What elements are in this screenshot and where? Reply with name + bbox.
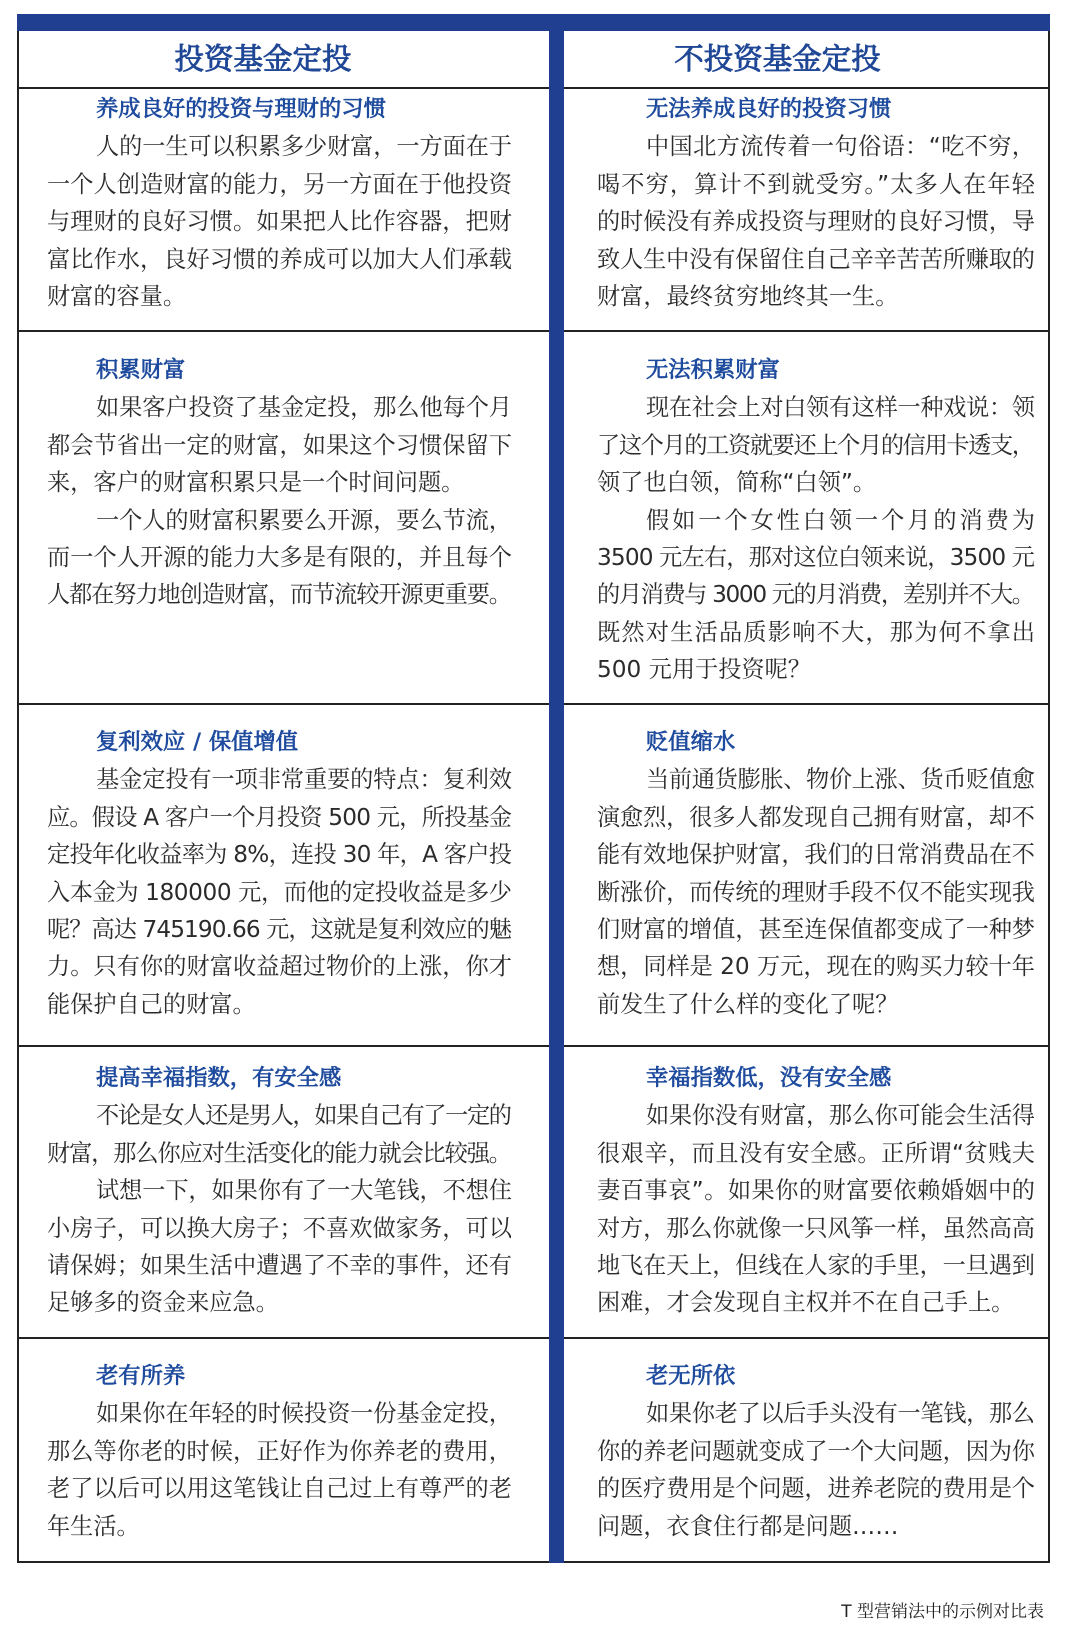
right-column-header: [564, 31, 1048, 87]
table-top-bar: [17, 14, 1050, 31]
paragraph: [597, 1395, 1035, 1545]
paragraph: [597, 128, 1035, 315]
text-line: 的医疗费用是个问题，进养老院的费用是个: [597, 1475, 1035, 1503]
text-line: 3500 元左右，那对这位白领来说，3500 元: [597, 543, 1035, 571]
table-grid: [17, 31, 1050, 1563]
text-line: 试想一下，如果你有了一大笔钱，不想住: [96, 1177, 512, 1205]
text-line: 困难，才会发现自主权并不在自己手上。: [597, 1289, 1015, 1317]
paragraph: [597, 502, 1038, 689]
text-line: 中国北方流传着一句俗语：“吃不穷，: [646, 133, 1036, 161]
paragraph: [47, 128, 512, 315]
text-line: 应。假设 A 客户一个月投资 500 元，所投基金: [47, 803, 512, 831]
text-line: 不论是女人还是男人，如果自己有了一定的: [96, 1102, 511, 1130]
left-column-header: [19, 31, 549, 87]
paragraph: [597, 761, 1035, 1023]
text-line: 喝不穷，算计不到就受穷。”太多人在年轻: [597, 170, 1037, 198]
text-line: 一个人创造财富的能力，另一方面在于他投资: [47, 170, 513, 198]
no-invest-cell: [564, 89, 1048, 330]
invest-cell: [19, 1047, 549, 1337]
paragraph: [597, 1097, 1035, 1321]
text-line: 断涨价，而传统的理财手段不仅不能实现我: [597, 878, 1035, 906]
invest-cell: [19, 705, 549, 1045]
text-line: 演愈烈，很多人都发现自己拥有财富，却不: [597, 803, 1035, 831]
text-line: 既然对生活品质影响不大，那为何不拿出: [597, 618, 1037, 646]
paragraph: [47, 1395, 512, 1545]
invest-cell: [19, 332, 549, 703]
text-line: 入本金为 180000 元，而他的定投收益是多少: [47, 878, 512, 906]
text-line: 你的养老问题就变成了一个大问题，因为你: [597, 1437, 1035, 1465]
text-line: 富比作水，良好习惯的养成可以加大人们承载: [47, 245, 513, 273]
text-line: 想，同样是 20 万元，现在的购买力较十年: [597, 953, 1035, 981]
text-line: 500 元用于投资呢？: [597, 656, 811, 684]
text-line: 足够多的资金来应急。: [47, 1289, 279, 1317]
text-line: 能保护自己的财富。: [47, 990, 256, 1018]
text-line: 财富，那么你应对生活变化的能力就会比较强。: [47, 1139, 511, 1167]
text-line: 对方，那么你就像一只风筝一样，虽然高高: [597, 1214, 1035, 1242]
text-line: 来，客户的财富积累只是一个时间问题。: [47, 469, 465, 497]
text-line: 假如一个女性白领一个月的消费为: [646, 506, 1038, 534]
text-line: 妻百事哀”。如果你的财富要依赖婚姻中的: [597, 1177, 1036, 1205]
text-line: 人的一生可以积累多少财富，一方面在于: [96, 133, 512, 161]
invest-cell-title: 提高幸福指数，有安全感: [96, 1065, 342, 1091]
text-line: 地飞在天上，但线在人家的手里，一旦遇到: [597, 1251, 1035, 1279]
text-line: 与理财的良好习惯。如果把人比作容器，把财: [47, 208, 513, 236]
invest-cell-title: 老有所养: [96, 1363, 186, 1389]
text-line: 现在社会上对白领有这样一种戏说：领: [646, 394, 1035, 422]
text-line: 们财富的增值，甚至连保值都变成了一种梦: [597, 915, 1035, 943]
header-row: [19, 31, 1048, 89]
text-line: 力。只有你的财富收益超过物价的上涨，你才: [47, 953, 513, 981]
text-line: 小房子，可以换大房子；不喜欢做家务，可以: [47, 1214, 513, 1242]
paragraph: [47, 502, 512, 614]
no-invest-cell-title: 无法养成良好的投资习惯: [646, 96, 892, 122]
comparison-row: [19, 705, 1048, 1047]
text-line: 致人生中没有保留住自己辛辛苦苦所赚取的: [597, 245, 1035, 273]
right-column-header-text: 不投资基金定投: [674, 42, 881, 76]
text-line: 如果你在年轻的时候投资一份基金定投，: [96, 1400, 512, 1428]
text-line: 问题，衣食住行都是问题……: [597, 1512, 899, 1540]
text-line: 前发生了什么样的变化了呢？: [597, 990, 899, 1018]
comparison-row: [19, 89, 1048, 332]
text-line: 如果你没有财富，那么你可能会生活得: [646, 1102, 1035, 1130]
table-caption: T 型营销法中的示例对比表: [841, 1602, 1044, 1622]
text-line: 领了也白领，简称“白领”。: [597, 469, 877, 497]
invest-cell-title: 养成良好的投资与理财的习惯: [96, 96, 386, 122]
invest-cell-title: 积累财富: [96, 357, 186, 383]
paragraph: [47, 1097, 512, 1172]
text-line: 人都在努力地创造财富，而节流较开源更重要。: [47, 581, 511, 609]
text-line: 年生活。: [47, 1512, 140, 1540]
comparison-row: [19, 332, 1048, 705]
no-invest-cell: [564, 1047, 1048, 1337]
text-line: 能有效地保护财富，我们的日常消费品在不: [597, 841, 1035, 869]
text-line: 财富，最终贫穷地终其一生。: [597, 282, 899, 310]
no-invest-cell: [564, 705, 1048, 1045]
left-column-header-text: 投资基金定投: [174, 42, 352, 76]
comparison-row: [19, 1047, 1048, 1339]
text-line: 很艰辛，而且没有安全感。正所谓“贫贱夫: [597, 1139, 1036, 1167]
paragraph: [47, 761, 512, 1023]
paragraph: [47, 1172, 512, 1322]
text-line: 如果客户投资了基金定投，那么他每个月: [96, 394, 512, 422]
invest-cell: [19, 89, 549, 330]
column-divider-bar: [549, 14, 564, 1563]
text-line: 呢？高达 745190.66 元，这就是复利效应的魅: [47, 915, 512, 943]
no-invest-cell-title: 贬值缩水: [646, 729, 736, 755]
text-line: 那么等你老的时候，正好作为你养老的费用，: [47, 1437, 513, 1465]
text-line: 而一个人开源的能力大多是有限的，并且每个: [47, 543, 513, 571]
text-line: 老了以后可以用这笔钱让自己过上有尊严的老: [47, 1475, 513, 1503]
no-invest-cell-title: 无法积累财富: [646, 357, 780, 383]
text-line: 如果你老了以后手头没有一笔钱，那么: [646, 1400, 1035, 1428]
comparison-row: [19, 1339, 1048, 1563]
text-line: 请保姆；如果生活中遭遇了不幸的事件，还有: [47, 1251, 513, 1279]
text-line: 了这个月的工资就要还上个月的信用卡透支，: [597, 431, 1034, 459]
no-invest-cell: [564, 332, 1048, 703]
no-invest-cell: [564, 1339, 1048, 1561]
invest-cell: [19, 1339, 549, 1561]
paragraph: [597, 389, 1035, 501]
comparison-table: [17, 14, 1050, 1563]
text-line: 都会节省出一定的财富，如果这个习惯保留下: [47, 431, 513, 459]
no-invest-cell-title: 老无所依: [646, 1363, 736, 1389]
text-line: 基金定投有一项非常重要的特点：复利效: [96, 766, 512, 794]
no-invest-cell-title: 幸福指数低，没有安全感: [646, 1065, 892, 1091]
text-line: 的月消费与 3000 元的月消费，差别并不大。: [597, 581, 1034, 609]
text-line: 当前通货膨胀、物价上涨、货币贬值愈: [646, 766, 1035, 794]
paragraph: [47, 389, 512, 501]
text-line: 的时候没有养成投资与理财的良好习惯，导: [597, 208, 1035, 236]
text-line: 财富的容量。: [47, 282, 187, 310]
text-line: 定投年化收益率为 8%，连投 30 年，A 客户投: [47, 841, 512, 869]
invest-cell-title: 复利效应 / 保值增值: [96, 729, 299, 755]
text-line: 一个人的财富积累要么开源，要么节流，: [96, 506, 512, 534]
